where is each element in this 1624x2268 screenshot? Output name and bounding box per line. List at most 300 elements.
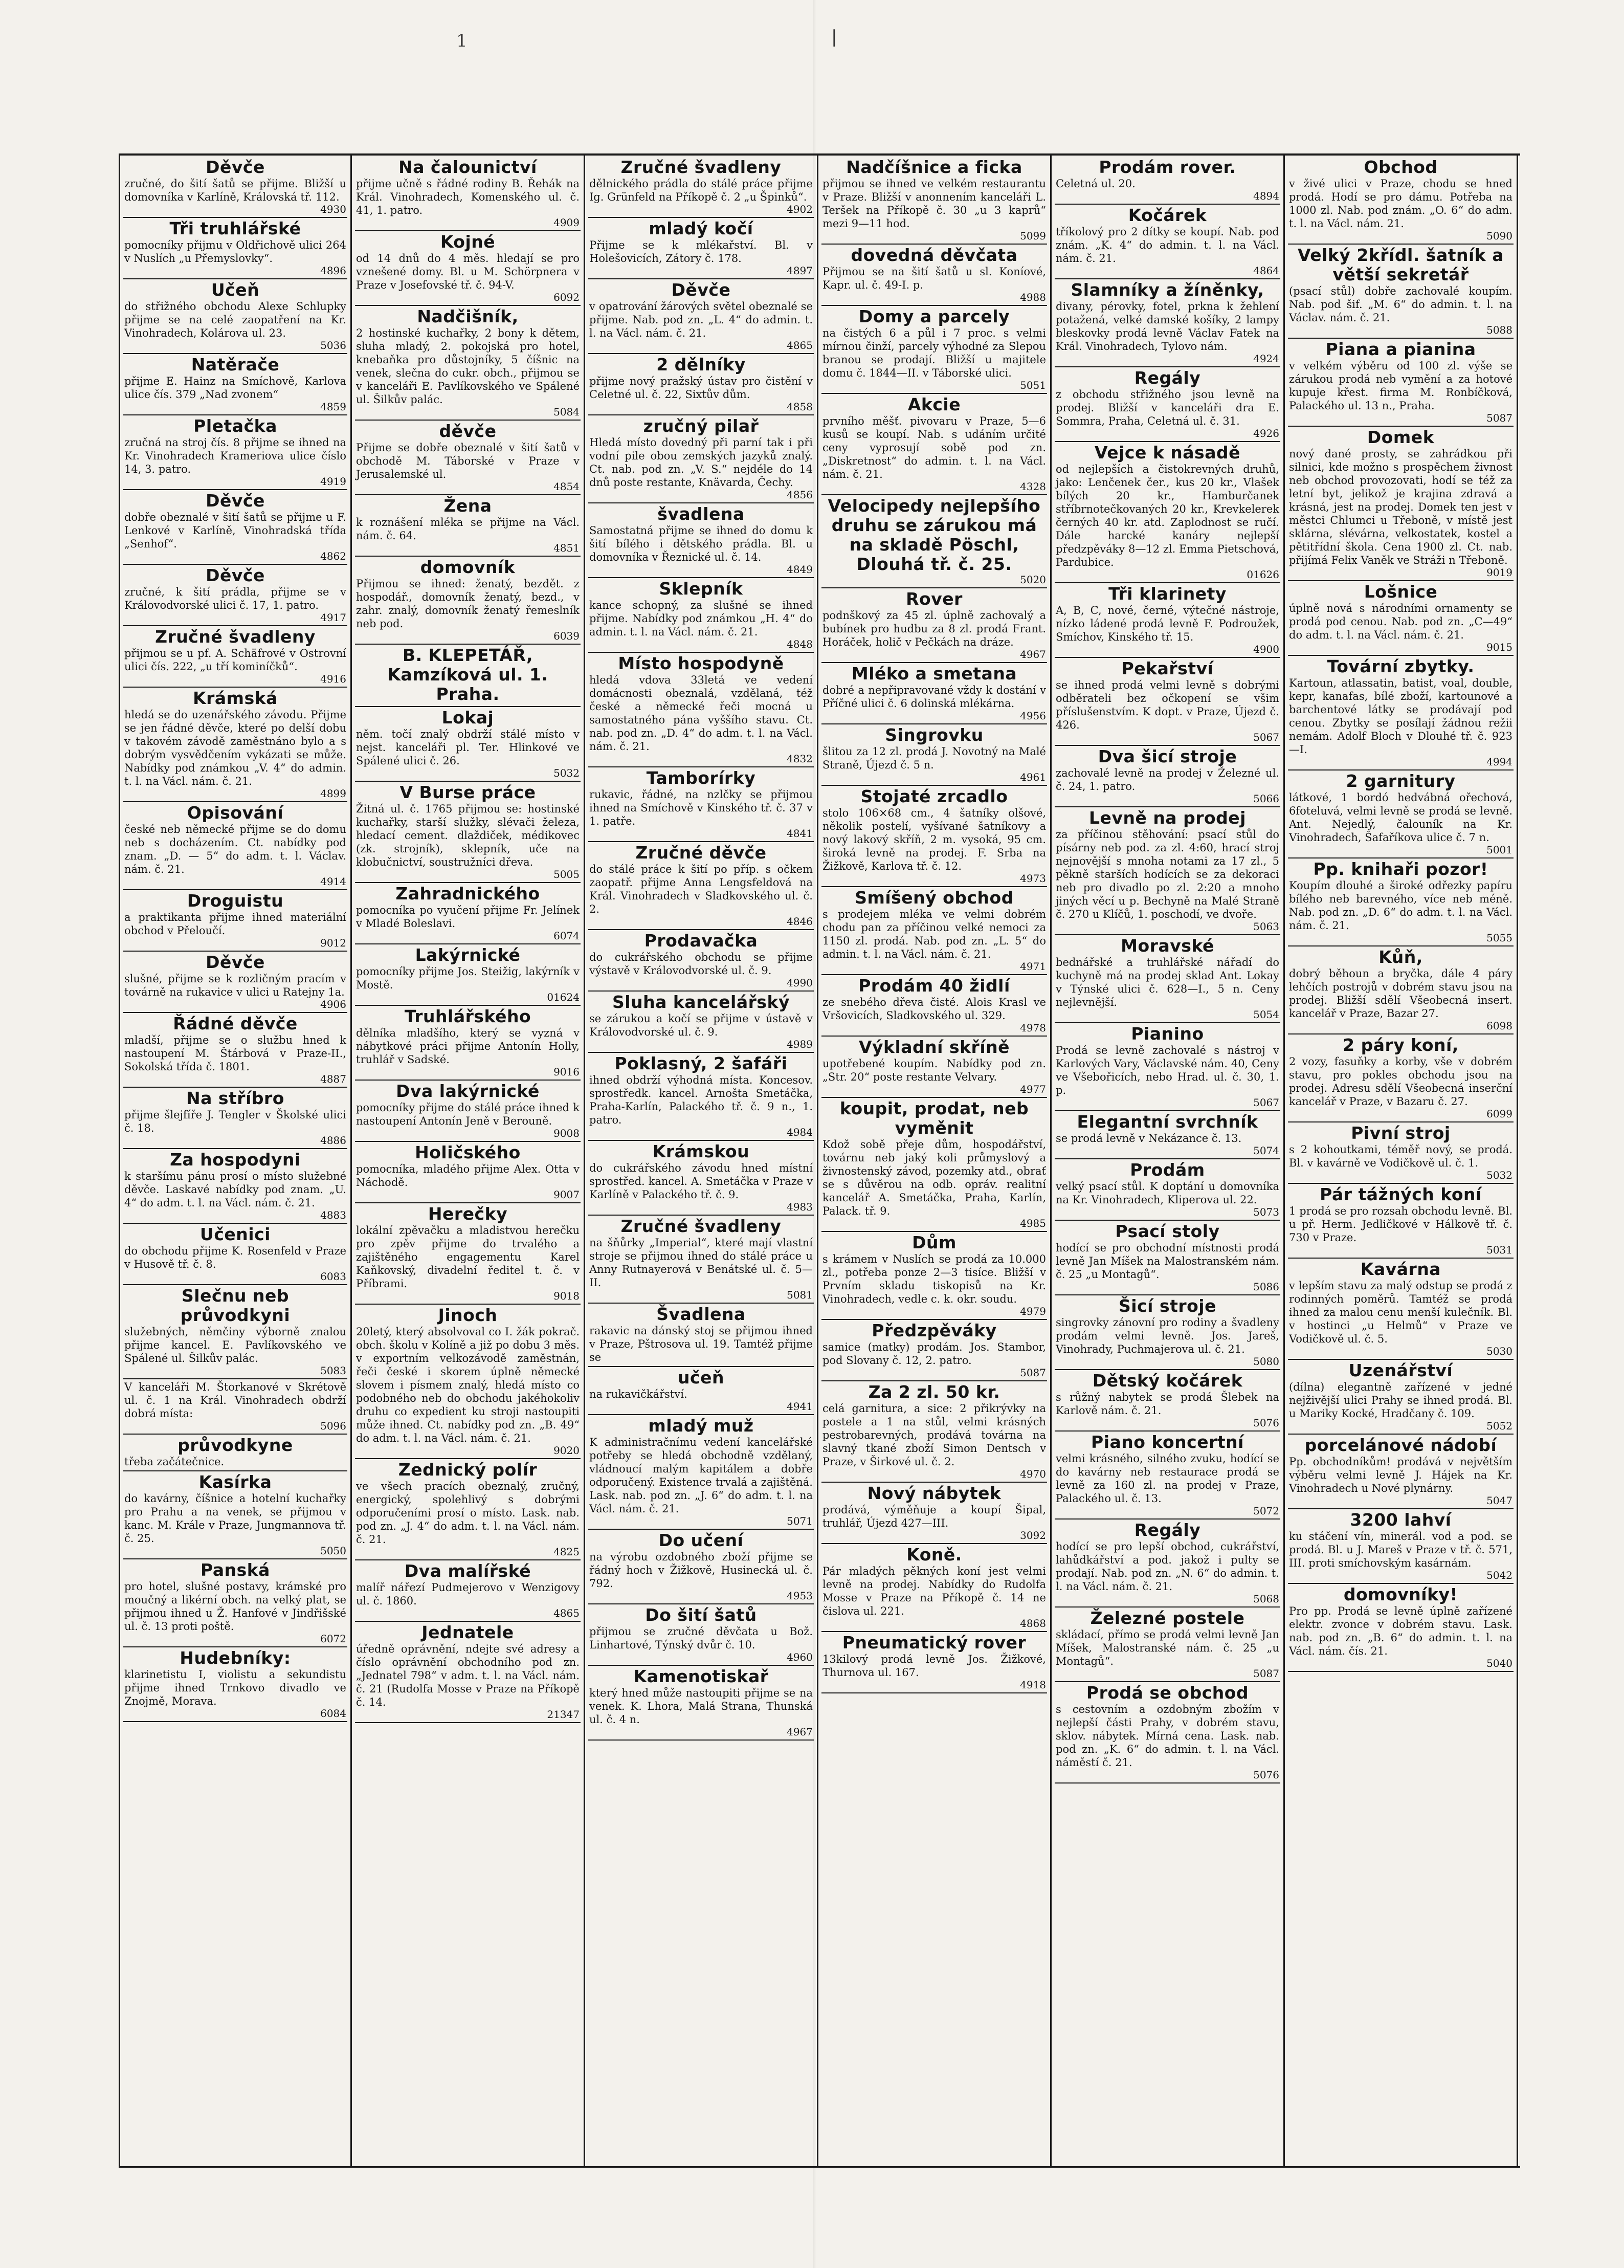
ad-num: 5001 bbox=[1486, 844, 1512, 856]
ad-title: Mléko a smetana bbox=[851, 664, 1017, 684]
ad-body: Přijme se dobře obeznalé v šití šatů v obchodě M. Táborské v Praze v Jerusalemské ul. bbox=[356, 442, 580, 480]
classified-ad bbox=[588, 1141, 814, 1216]
ad-body: hledá vdova 33letá ve vedení domácnosti obeznalá, vzdělaná, též české a německé řeči mocná u samostatného pána vyššího stavu. Ct. nab. pod zn. „D. 4“ do adm. t. l. na Václ. nám. č. 21. bbox=[589, 674, 813, 753]
classified-ad bbox=[821, 1381, 1047, 1483]
ad-title: Zahradnického bbox=[395, 884, 540, 904]
ad-body: dělníka mladšího, který se vyzná v nábytkové práci přijme Antonín Holly, truhlář v Sadské. bbox=[356, 1027, 580, 1066]
classified-ad bbox=[1055, 1111, 1280, 1159]
classified-ad bbox=[821, 663, 1047, 724]
ad-title: Zednický polír bbox=[398, 1460, 538, 1480]
classified-ad bbox=[123, 218, 347, 279]
ad-title: Rover bbox=[906, 589, 963, 609]
ad-num: 4953 bbox=[787, 1590, 813, 1602]
ad-title: Panská bbox=[201, 1560, 270, 1580]
ad-title: Tři klarinety bbox=[1108, 584, 1227, 604]
ad-num: 4967 bbox=[787, 1726, 813, 1738]
ad-body: 2 hostinské kuchařky, 2 bony k dětem, sluha mladý, 2. pokojská pro hotel, knebaňka pro důstojníky, 5 číšnic na venek, slečna do cukr. obch., přijmou se v kanceláři E. Pavlíkovského ve Spálené ul. Šilkův palác. bbox=[356, 327, 580, 406]
classified-ad bbox=[588, 930, 814, 992]
ad-num: 5072 bbox=[1253, 1505, 1279, 1517]
ad-title: Psací stoly bbox=[1115, 1221, 1220, 1241]
ad-title: Lošnice bbox=[1364, 582, 1438, 602]
ad-num: 3092 bbox=[1020, 1529, 1046, 1542]
ad-title: Dva malířské bbox=[404, 1561, 531, 1581]
ad-title: Kavárna bbox=[1360, 1259, 1441, 1279]
classified-ad bbox=[355, 157, 581, 231]
ad-num: 5066 bbox=[1253, 792, 1279, 805]
ad-num: 4897 bbox=[787, 265, 813, 277]
ad-body: Kartoun, atlassatin, batist, voal, double, kepr, kanafas, bílé zboží, kartounové a barchentové látky se prodávají pod cenou. Zbytky se posílají žádnou režii nemám. Adolf Bloch v Dlouhé tř. č. 923—I. bbox=[1289, 677, 1512, 756]
ad-title: Zručné děvče bbox=[635, 843, 767, 863]
ad-num: 5051 bbox=[1020, 379, 1046, 391]
ad-title: Děvče bbox=[206, 952, 265, 972]
ad-body: úplně nová s národními ornamenty se prodá pod cenou. Nab. pod zn. „C—49“ do adm. t. l. na Václ. nám. č. 21. bbox=[1289, 602, 1512, 641]
ad-body: velmi krásného, silného zvuku, hodící se do kavárny neb restaurace prodá se levně za 160 zl. na prodej v Praze, Palackého ul. č. 13. bbox=[1056, 1452, 1279, 1505]
ad-title: švadlena bbox=[657, 504, 745, 524]
ad-body: přijme E. Hainz na Smíchově, Karlova ulice čís. 379 „Nad zvonem“ bbox=[124, 375, 346, 401]
classified-ad bbox=[588, 578, 814, 653]
ad-num: 6074 bbox=[553, 930, 580, 942]
ad-body: přijmou se ihned ve velkém restaurantu v Praze. Bližší v anonnením kanceláři L. Teršek na Příkopě č. 30 „u 3 kaprů“ mezi 9—11 hod. bbox=[822, 178, 1046, 230]
classified-ad bbox=[588, 157, 814, 218]
classified-ad bbox=[821, 394, 1047, 495]
classified-ad bbox=[1288, 339, 1514, 427]
ad-num: 9020 bbox=[553, 1444, 580, 1457]
ad-body: na rukavičkářství. bbox=[589, 1388, 687, 1400]
ad-body: s krámem v Nuslích se prodá za 10.000 zl., potřeba ponze 2—3 tisíce. Bližší v Prvním skladu tiskopisů na Kr. Vinohradech, vedle c. k. okr. soudu. bbox=[822, 1253, 1046, 1305]
column-6 bbox=[1285, 156, 1518, 2166]
ad-title: Domek bbox=[1367, 427, 1435, 447]
classified-ad bbox=[355, 1142, 581, 1203]
ad-title: 2 páry koní, bbox=[1343, 1035, 1459, 1055]
ad-title: Poklasný, 2 šafáři bbox=[614, 1053, 788, 1073]
ad-num: 5096 bbox=[320, 1420, 346, 1432]
ad-body: na čistých 6 a půl i 7 proc. s velmi mírnou činží, parcely výhodné za Slepou branou se prodají. Bližší u majitele domu č. 1844—II. v Táborské ulici. bbox=[822, 327, 1046, 379]
ad-title: Akcie bbox=[907, 394, 961, 414]
ad-body: dělnického prádla do stálé práce přijme Ig. Grünfeld na Příkopě č. 2 „u Špinků“. bbox=[589, 178, 813, 203]
classified-ad bbox=[355, 707, 581, 782]
ad-body: tříkolový pro 2 dítky se koupí. Nab. pod znám. „K. 4“ do admin. t. l. na Václ. nám. č. 21. bbox=[1056, 226, 1279, 265]
classified-ad bbox=[123, 952, 347, 1013]
ad-num: 5047 bbox=[1486, 1494, 1512, 1507]
ad-title: Šicí stroje bbox=[1119, 1296, 1216, 1316]
classified-ad bbox=[123, 1088, 347, 1149]
classified-ad bbox=[123, 1471, 347, 1559]
ad-body: Pár mladých pěkných koní jest velmi levně na prodej. Nabídky do Rudolfa Mosse v Praze na Příkopě č. 14 ne čislova ul. 221. bbox=[822, 1565, 1046, 1617]
ad-title: Děvče bbox=[671, 280, 731, 300]
ad-num: 4956 bbox=[1020, 710, 1046, 722]
ad-body: samice (matky) prodám. Jos. Stambor, pod Slovany č. 12, 2. patro. bbox=[822, 1341, 1046, 1367]
ad-title: děvče bbox=[439, 421, 497, 441]
ad-body: upotřebené koupím. Nabídky pod zn. „Str. 20“ poste restante Velvary. bbox=[822, 1058, 1046, 1083]
classified-ad bbox=[821, 588, 1047, 663]
ad-num: 4832 bbox=[787, 753, 813, 765]
classified-ad bbox=[588, 1604, 814, 1666]
ad-title: Dva lakýrnické bbox=[396, 1081, 540, 1101]
ad-title: Pár tážných koní bbox=[1320, 1184, 1482, 1204]
ad-title: Herečky bbox=[428, 1204, 508, 1224]
ad-num: 4886 bbox=[320, 1134, 346, 1147]
ad-num: 5084 bbox=[553, 406, 580, 418]
ad-title: Obchod bbox=[1364, 157, 1438, 177]
ad-body: za příčinou stěhování: psací stůl do písárny neb pod. za zl. 4:60, hrací stroj nejnovější s mnoha notami za 17 zl., 5 pěkně starších hodících se za dekoraci neb pro divadlo po zl. 2:20 a mnoho jiných věcí u p. Bechyně na Malé Straně č. 270 u Klíčů, 1. poschodí, ve dvoře. bbox=[1056, 828, 1279, 920]
ad-num: 9015 bbox=[1486, 641, 1512, 653]
ad-body: Pp. obchodníkům! prodává v největším výběru velmi levně J. Hájek na Kr. Vinohradech u Nové plynárny. bbox=[1289, 1456, 1512, 1494]
classified-ad bbox=[821, 975, 1047, 1037]
classified-ad bbox=[355, 421, 581, 495]
ad-title: Stojaté zrcadlo bbox=[860, 786, 1008, 806]
ad-num: 4848 bbox=[787, 638, 813, 650]
ad-body: podnškový za 45 zl. úplně zachovalý a bubínek pro hudbu za 8 zl. prodá Frant. Horáček, holič v Pečkách na dráze. bbox=[822, 609, 1046, 648]
ad-num: 5032 bbox=[553, 767, 580, 779]
classified-ad bbox=[355, 1305, 581, 1459]
ad-num: 5099 bbox=[1020, 230, 1046, 242]
classified-ad bbox=[1288, 1122, 1514, 1184]
ad-body: nový dané prosty, se zahrádkou při silnici, kde možno s prospěchem živnost neb obchod provozovati, hodí se též za letní byt, jelikož je krajina zdravá a krásná, jest na prodej. Domek ten jest v městci Chlumci u Třeboně, v místě jest sklárna, slévárna, velkostatek, kostel a pětitřídní škola. Cena 1900 zl. Ct. nab. přijímá Felix Vaněk ve Stráži n Třeboně. bbox=[1289, 448, 1512, 566]
ad-body: Pro pp. Prodá se levně úplně zařízené elektr. zvonce v dobrém stavu. Lask. nab. pod zn. „B. 6“ do admin. t. l. na Václ. nám. čís. 21. bbox=[1289, 1605, 1512, 1657]
ad-title: Děvče bbox=[206, 157, 265, 177]
classified-ad bbox=[1055, 1370, 1280, 1432]
ad-num: 4841 bbox=[787, 827, 813, 840]
ad-body: K administračnímu vedení kancelářské potřeby se hledá obchodně vzdělaný, vládnoucí malým kapitálem a dobře odporučený. Existence trvalá a zajištěná. Lask. nab. pod zn. „J. 6“ do adm. t. l. na Václ. nám. č. 21. bbox=[589, 1436, 813, 1515]
ad-body: 2 vozy, fasuňky a korby, vše v dobrém stavu, pro pokles obchodu jsou na prodej. Adresu sdělí Všeobecná inserční kancelář v Praze, v Bazaru č. 27. bbox=[1289, 1055, 1512, 1108]
ad-body: úředně oprávnění, ndejte své adresy a číslo oprávnění obchodního pod zn. „Jednatel 798“ v adm. t. l. na Václ. nám. č. 21 (Rudolfa Mosse v Praze na Příkopě č. 14. bbox=[356, 1643, 580, 1708]
classified-ad bbox=[1288, 656, 1514, 770]
ad-title: Domy a parcely bbox=[858, 306, 1010, 326]
ad-title: Na čalounictví bbox=[398, 157, 537, 177]
classified-ad bbox=[821, 887, 1047, 975]
ad-num: 4887 bbox=[320, 1073, 346, 1085]
ad-body: do střižného obchodu Alexe Schlupky přijme se na celé zaopatření na Kr. Vinohradech, Kolárova ul. 23. bbox=[124, 300, 346, 339]
classified-ad bbox=[1055, 1608, 1280, 1682]
ad-num: 5086 bbox=[1253, 1281, 1279, 1293]
ad-title: Singrovku bbox=[885, 725, 984, 745]
classified-ad bbox=[821, 157, 1047, 245]
ad-num: 5083 bbox=[320, 1364, 346, 1377]
ad-body: zachovalé levně na prodej v Železné ul. č. 24, 1. patro. bbox=[1056, 767, 1279, 792]
ad-body: v živé ulici v Praze, chodu se hned prodá. Hodí se pro dámu. Potřeba na 1000 zl. Nab. pod znám. „O. 6“ do adm. t. l. na Václ. nám. 21. bbox=[1289, 178, 1512, 230]
ad-title: Droguistu bbox=[187, 891, 284, 911]
column-5 bbox=[1052, 156, 1285, 2166]
ad-body: pomocníka po vyučení přijme Fr. Jelínek v Mladé Boleslavi. bbox=[356, 904, 580, 930]
ad-body: zručné, do šití šatů se přijme. Bližší u domovníka v Karlíně, Královská tř. 112. bbox=[124, 178, 346, 203]
ad-body: ihned obdrží výhodná místa. Koncesov. sprostředk. kancel. Arnošta Smetáčka, Praha-Karlín, Palackého tř. č. 9 n., 1. patro. bbox=[589, 1074, 813, 1126]
ad-num: 4961 bbox=[1020, 771, 1046, 783]
ad-title: Sluha kancelářský bbox=[612, 992, 790, 1012]
ad-title: Prodá se obchod bbox=[1086, 1683, 1249, 1703]
classified-ad bbox=[588, 415, 814, 503]
ad-num: 4978 bbox=[1020, 1022, 1046, 1034]
ad-num: 5081 bbox=[787, 1289, 813, 1301]
ad-body: pro hotel, slušné postavy, krámské pro moučný a likérní obch. na velký plat, se přijmou ihned u Ž. Hanfové v Jindřišské ul. č. 13 proti poště. bbox=[124, 1580, 346, 1633]
ad-title: porcelánové nádobí bbox=[1304, 1435, 1497, 1455]
ad-title: Levně na prodej bbox=[1089, 808, 1246, 828]
ad-title: Regály bbox=[1134, 368, 1201, 388]
ad-num: 4914 bbox=[320, 875, 346, 888]
ad-num: 5073 bbox=[1253, 1206, 1279, 1218]
ad-title: Opisování bbox=[187, 803, 284, 823]
ad-body: stolo 106×68 cm., 4 šatníky olšové, několik postelí, vyšívané šatníkovy a nový lakový skříň, 2 m. vysoká, 95 cm. široká levně na prodej. F. Srba na Žižkově, Karlova tř. č. 12. bbox=[822, 807, 1046, 872]
ad-body: (dílna) elegantně zařízené v jedné nejživější ulici Prahy se ihned prodá. Bl. u Mariky Kocké, Hradčany č. 109. bbox=[1289, 1381, 1512, 1420]
ad-title: Do šití šatů bbox=[645, 1605, 757, 1625]
classified-ad bbox=[1055, 1682, 1280, 1783]
classified-ad bbox=[123, 802, 347, 890]
ad-body: 20letý, který absolvoval co I. žák pokrač. obch. školu v Kolíně a již po dobu 3 měs. v exportním velkozávodě zaměstnán, řeči české i skorem úplně německé slovem i písmem znalý, hledá místo co podobného neb do obchodu jakéhokoliv druhu co expedient ku stroji nastoupiti může ihned. Ct. nabídky pod zn. „B. 49“ do adm. t. l. na Václ. nám. č. 21. bbox=[356, 1326, 580, 1444]
page-mark-left: 1 bbox=[456, 31, 468, 51]
classified-ad bbox=[821, 1320, 1047, 1381]
ad-num: 9019 bbox=[1486, 566, 1512, 579]
ad-title: Děvče bbox=[206, 491, 265, 511]
ad-title: Pekařství bbox=[1121, 658, 1214, 678]
ad-title: Natěrače bbox=[191, 355, 280, 375]
ad-title: 2 garnitury bbox=[1346, 771, 1456, 791]
ad-title: Železné postele bbox=[1090, 1608, 1245, 1628]
ad-num: 4916 bbox=[320, 673, 346, 685]
ad-num: 4930 bbox=[320, 203, 346, 215]
ad-title: Učenici bbox=[200, 1224, 271, 1244]
ad-title: Kojné bbox=[440, 232, 496, 252]
ad-num: 5067 bbox=[1253, 1096, 1279, 1109]
ad-body: od 14 dnů do 4 měs. hledají se pro vznešené domy. Bl. u M. Schörpnera v Praze v Josefovské tř. č. 94-V. bbox=[356, 252, 580, 291]
ad-body: se prodá levně v Nekázance č. 13. bbox=[1056, 1132, 1242, 1144]
ad-body: a praktikanta přijme ihned materiální obchod v Přeloučí. bbox=[124, 911, 346, 937]
ad-title: Vejce k násadě bbox=[1095, 443, 1240, 463]
ad-num: 5020 bbox=[1020, 574, 1046, 586]
ad-title: Tovární zbytky. bbox=[1327, 656, 1475, 676]
ad-title: Zručné švadleny bbox=[155, 627, 316, 647]
ad-num: 4864 bbox=[1253, 265, 1279, 277]
classified-ad bbox=[355, 1203, 581, 1305]
ad-title: 2 dělníky bbox=[656, 355, 746, 375]
ad-title: Kasírka bbox=[198, 1472, 272, 1492]
ad-num: 4994 bbox=[1486, 756, 1512, 768]
ad-body: Žitná ul. č. 1765 přijmou se: hostinské kuchařky, starší služky, slévači železa, hledací cement. dlaždiček, médikovec (zk. strojník), sklepník, uče na klobučnictví, soustružníci dřeva. bbox=[356, 803, 580, 868]
classified-ad bbox=[1288, 1034, 1514, 1122]
ad-title: Dům bbox=[912, 1232, 956, 1252]
ad-body: V kanceláři M. Štorkanové v Skrétově ul. č. 1 na Král. Vinohradech obdrží dobrá místa: bbox=[124, 1381, 346, 1420]
ad-num: 4941 bbox=[787, 1400, 813, 1413]
classified-ad bbox=[588, 767, 814, 842]
classified-ad bbox=[123, 1149, 347, 1224]
classified-ad bbox=[1288, 1435, 1514, 1509]
ad-title: Piana a pianina bbox=[1325, 339, 1476, 359]
ad-body: přijme šlejfíře J. Tengler v Školské ulici č. 18. bbox=[124, 1109, 346, 1134]
ad-num: 6099 bbox=[1486, 1108, 1512, 1120]
ad-body: v velkém výběru od 100 zl. výše se zárukou prodá neb vymění a za hotové kupuje křest. firma M. Ronbíčková, Palackého ul. 13 n., Praha. bbox=[1289, 360, 1512, 412]
classified-ad bbox=[123, 688, 347, 802]
ad-body: který hned může nastoupiti přijme se na venek. K. Lhora, Malá Strana, Thunská ul. č. 4 n. bbox=[589, 1687, 813, 1726]
ad-num: 6039 bbox=[553, 630, 580, 642]
ad-body: s 2 kohoutkami, téměř nový, se prodá. Bl. v kavárně ve Vodičkově ul. č. 1. bbox=[1289, 1143, 1512, 1169]
classified-ad bbox=[1055, 367, 1280, 442]
ad-body: (psací stůl) dobře zachovalé koupím. Nab. pod šif. „M. 6“ do admin. t. l. na Václav. nám. č. 21. bbox=[1289, 285, 1512, 324]
ad-num: 4971 bbox=[1020, 960, 1046, 973]
ad-body: dobře obeznalé v šití šatů se přijme u F. Lenkové v Karlíně, Vinohradská třída „Senhof“. bbox=[124, 511, 346, 550]
classified-ad bbox=[123, 415, 347, 490]
ad-num: 5074 bbox=[1253, 1144, 1279, 1157]
ad-num: 4865 bbox=[787, 339, 813, 351]
classified-ad bbox=[123, 1285, 347, 1379]
ad-body: pomocníka, mladého přijme Alex. Otta v Náchodě. bbox=[356, 1163, 580, 1188]
classified-ad bbox=[1055, 807, 1280, 935]
ad-num: 4909 bbox=[553, 216, 580, 229]
ad-num: 6092 bbox=[553, 291, 580, 303]
ad-body: do obchodu přijme K. Rosenfeld v Praze v Husově tř. č. 8. bbox=[124, 1245, 346, 1270]
ad-title: Předzpěváky bbox=[872, 1320, 997, 1340]
ad-num: 4989 bbox=[787, 1038, 813, 1050]
ad-body: do cukrářského závodu hned místní sprostřed. kancel. A. Smetáčka v Praze v Karlíně v Palackého tř. č. 9. bbox=[589, 1162, 813, 1201]
classified-ad bbox=[1288, 858, 1514, 946]
ad-title: Pletačka bbox=[193, 416, 277, 436]
ad-title: Sklepník bbox=[659, 579, 743, 599]
ad-body: v opatrování žárových světel obeznalé se přijme. Nab. pod zn. „L. 4“ do admin. t. l. na Václ. nám. č. 21. bbox=[589, 300, 813, 339]
classified-ad bbox=[588, 279, 814, 354]
ad-body: šlitou za 12 zl. prodá J. Novotný na Malé Straně, Újezd č. 5 n. bbox=[822, 745, 1046, 771]
classified-ad bbox=[821, 1232, 1047, 1320]
ad-title: Kamenotiskař bbox=[633, 1666, 769, 1686]
ad-body: lokální zpěvačku a mladistvou herečku pro zpěv přijme do trvalého a zajištěného engagementu Karel Kaňkovský, divadelní ředitel t. č. v Příbrami. bbox=[356, 1224, 580, 1290]
ad-body: přijmou se zručné děvčata u Bož. Linhartové, Týnský dvůr č. 10. bbox=[589, 1625, 813, 1651]
ad-num: 4894 bbox=[1253, 190, 1279, 202]
ad-title: Lakýrnické bbox=[415, 945, 521, 965]
classified-ad bbox=[1055, 1295, 1280, 1370]
ad-num: 4328 bbox=[1020, 480, 1046, 493]
ad-body: A, B, C, nové, černé, výtečné nástroje, nízko ládené prodá levně F. Podroužek, Smíchov, Kinského tř. 15. bbox=[1056, 604, 1279, 643]
ad-num: 5005 bbox=[553, 868, 580, 880]
classified-ad bbox=[588, 1530, 814, 1604]
ad-title: mladý kočí bbox=[649, 218, 753, 238]
ad-num: 5067 bbox=[1253, 731, 1279, 743]
ad-body: dobrý běhoun a bryčka, dále 4 páry lehčích postrojů v dobrém stavu jsou na prodej. Bližší sdělí Všeobecná insert. kancelář v Praze, Bazar 27. bbox=[1289, 967, 1512, 1020]
ad-num: 4970 bbox=[1020, 1468, 1046, 1480]
ad-body: prodává, výměňuje a koupí Šipal, truhlář, Újezd 427—III. bbox=[822, 1504, 1046, 1529]
ad-title: Žena bbox=[443, 496, 492, 516]
ad-title: Děvče bbox=[206, 565, 265, 585]
ad-num: 9007 bbox=[553, 1188, 580, 1201]
ad-num: 4868 bbox=[1020, 1617, 1046, 1630]
classified-ad bbox=[1055, 1432, 1280, 1520]
ad-title: Pp. knihaři pozor! bbox=[1313, 859, 1488, 879]
ad-body: přijmou se u pf. A. Schäfrové v Ostrovní ulici čís. 222, „u tří kominíčků“. bbox=[124, 647, 346, 673]
ad-title: Pivní stroj bbox=[1351, 1123, 1451, 1143]
ad-title: Prodám bbox=[1130, 1160, 1205, 1180]
ad-title: Lokaj bbox=[441, 708, 494, 728]
ad-num: 4849 bbox=[787, 563, 813, 576]
ad-title: Zručné švadleny bbox=[620, 1216, 782, 1236]
ad-body: pomocníky přijmu v Oldřichově ulici 264 v Nuslích „u Přemyslovky“. bbox=[124, 239, 346, 265]
ad-title: Kočárek bbox=[1128, 205, 1207, 225]
classified-ad bbox=[1288, 770, 1514, 858]
ad-title: Dva šicí stroje bbox=[1098, 746, 1237, 766]
ad-body: na šňůrky „Imperial“, které mají vlastní stroje se přijmou ihned do stálé práce u Anny Rutnayerová v Benátské ul. č. 5—II. bbox=[589, 1237, 813, 1289]
classified-ad bbox=[588, 1304, 814, 1367]
ad-title: Prodavačka bbox=[644, 931, 758, 951]
ad-num: 4900 bbox=[1253, 643, 1279, 655]
ad-num: 21347 bbox=[547, 1708, 580, 1721]
classified-ad bbox=[1055, 1023, 1280, 1111]
ad-num: 5042 bbox=[1486, 1569, 1512, 1581]
ad-title: Prodám rover. bbox=[1099, 157, 1236, 177]
ad-title: zručný pilař bbox=[643, 416, 759, 436]
classified-ad bbox=[821, 245, 1047, 306]
ad-body: Přijme se k mlékařství. Bl. v Holešovicích, Zátory č. 178. bbox=[589, 239, 813, 265]
ad-num: 4918 bbox=[1020, 1679, 1046, 1691]
ad-title: Moravské bbox=[1121, 936, 1214, 956]
ad-title: Nový nábytek bbox=[867, 1483, 1002, 1503]
ad-num: 5032 bbox=[1486, 1169, 1512, 1181]
classified-ad bbox=[123, 890, 347, 952]
ad-body: divany, pérovky, fotel, prkna k žehlení potažená, velké damské košíky, 2 lampy bleskovky prodá levně Václav Fatek na Král. Vinohradech, Tylovo nám. bbox=[1056, 300, 1279, 353]
ad-body: od nejlepších a čistokrevných druhů, jako: Lenčenek čer., kus 20 kr., Vlašek bílých 20 kr., Hamburčanek stříbrnotečkovaných 20 kr., Krevkelerek černých 40 kr. atd. Zaplodnost se ručí. Dále harcké kanáry nejlepší předzpěváky 8—12 zl. Emma Pietschová, Pardubice. bbox=[1056, 463, 1279, 568]
ad-title: Uzenářství bbox=[1348, 1360, 1453, 1380]
ad-num: 5054 bbox=[1253, 1008, 1279, 1021]
ad-num: 4865 bbox=[553, 1607, 580, 1619]
ad-num: 5031 bbox=[1486, 1244, 1512, 1256]
ad-num: 5063 bbox=[1253, 920, 1279, 933]
column-3 bbox=[585, 156, 818, 2166]
classified-ad bbox=[355, 1622, 581, 1723]
classified-ad bbox=[355, 495, 581, 557]
ad-body: ze snebého dřeva čisté. Alois Krasl ve Vršovicích, Sladkovského ul. 329. bbox=[822, 996, 1046, 1022]
column-2 bbox=[352, 156, 585, 2166]
ad-body: zručné, k šití prádla, přijme se v Královodvorské ulici č. 17, 1. patro. bbox=[124, 586, 346, 611]
ad-body: do stálé práce k šití po příp. s očkem zaopatř. přijme Anna Lengsfeldová na Král. Vinohradech v Sladkovského ul. č. 2. bbox=[589, 863, 813, 915]
classified-ad bbox=[821, 724, 1047, 786]
ad-title: V Burse práce bbox=[399, 782, 536, 802]
ad-num: 4906 bbox=[320, 998, 346, 1010]
classified-ad bbox=[1288, 245, 1514, 339]
classified-ad bbox=[123, 1379, 347, 1435]
ad-title: Velocipedy nejlepšího druhu se zárukou má na skladě Pöschl, Dlouhá tř. č. 25. bbox=[828, 496, 1041, 574]
ad-body: kance schopný, za slušné se ihned přijme. Nabídky pod známkou „H. 4“ do admin. t. l. na Václ. nám. č. 21. bbox=[589, 599, 813, 638]
ad-title: Za 2 zl. 50 kr. bbox=[868, 1382, 1000, 1402]
classified-ad bbox=[1288, 1184, 1514, 1259]
ad-title: mladý muž bbox=[648, 1416, 754, 1436]
classified-ad bbox=[588, 1415, 814, 1530]
ad-num: 5055 bbox=[1486, 932, 1512, 944]
classified-ad bbox=[355, 782, 581, 883]
ad-body: hledá se do uzenářského závodu. Přijme se jen řádné děvče, které po delší dobu v takovém závodě zaměstnáno bylo a s dobrým vysvědčením vykázati se může. Nabídky pod známkou „V. 4“ do admin. t. l. na Václ. nám. č. 21. bbox=[124, 709, 346, 787]
ad-title: B. KLEPETÁŘ, Kamzíková ul. 1. Praha. bbox=[387, 645, 548, 704]
ad-title: Tamborírky bbox=[646, 768, 756, 788]
ad-title: Za hospodyni bbox=[170, 1150, 301, 1170]
ad-num: 01624 bbox=[547, 991, 580, 1003]
ad-body: klarinetistu I, violistu a sekundistu přijme ihned Trnkovo divadlo ve Znojmě, Morava. bbox=[124, 1668, 346, 1707]
classified-ad bbox=[588, 1367, 814, 1415]
ad-title: Učeň bbox=[211, 280, 260, 300]
ad-body: rukavic, řádné, na nzlčky se přijmou ihned na Smíchově v Kinského tř. č. 37 v 1. patře. bbox=[589, 788, 813, 827]
ad-num: 4846 bbox=[787, 915, 813, 928]
ad-num: 4988 bbox=[1020, 291, 1046, 303]
ad-body: rakavic na dánský stoj se přijmou ihned v Praze, Pštrosova ul. 19. Tamtéž přijme se bbox=[589, 1325, 813, 1363]
ad-num: 5080 bbox=[1253, 1355, 1279, 1368]
ad-num: 5090 bbox=[1486, 230, 1512, 242]
ad-num: 4896 bbox=[320, 265, 346, 277]
classified-ad bbox=[1288, 1584, 1514, 1672]
classified-ad bbox=[123, 565, 347, 626]
ad-num: 01626 bbox=[1247, 568, 1279, 581]
ad-num: 5040 bbox=[1486, 1657, 1512, 1669]
ad-num: 4919 bbox=[320, 475, 346, 488]
ad-body: velký psací stůl. K doptání u domovníka na Kr. Vinohradech, Kliperova ul. 22. bbox=[1056, 1180, 1279, 1206]
ad-body: z obchodu střižného jsou levně na prodej. Bližší v kanceláři dra E. Sommra, Praha, Celetná ul. č. 31. bbox=[1056, 388, 1279, 427]
ad-num: 5052 bbox=[1486, 1420, 1512, 1432]
ad-num: 4899 bbox=[320, 787, 346, 800]
ad-num: 5050 bbox=[320, 1545, 346, 1557]
ad-num: 4985 bbox=[1020, 1217, 1046, 1229]
ad-num: 4967 bbox=[1020, 648, 1046, 660]
ad-num: 5087 bbox=[1253, 1667, 1279, 1680]
ad-title: Do učení bbox=[658, 1530, 744, 1550]
